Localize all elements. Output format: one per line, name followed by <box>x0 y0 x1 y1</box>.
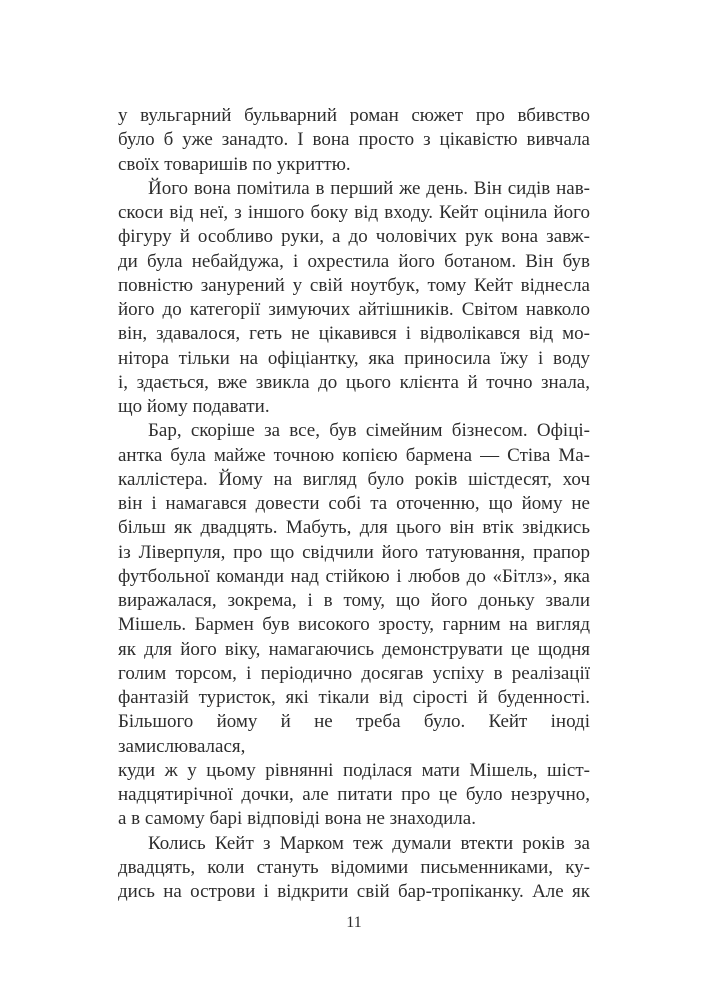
text-line: Його вона помітила в перший же день. Він сидів нав- <box>148 177 590 199</box>
text-line: надцятирічної дочки, але питати про це було незручно, <box>118 784 590 805</box>
text-line: Колись Кейт з Марком теж думали втекти років за <box>148 832 590 854</box>
text-line: Бар, скоріше за все, був сімейним бізнесом. Офіці- <box>148 420 590 442</box>
text-line: ди була небайдужа, і охрестила його ботаном. Він був <box>118 250 590 272</box>
text-line: своїх товаришів по укриттю. <box>118 153 351 175</box>
text-block <box>118 104 590 904</box>
text-line: антка була майже точною копією бармена — Стіва Ма- <box>118 444 590 466</box>
text-line: він і намагався довести собі та оточенню, що йому не <box>118 493 590 514</box>
text-line: було б уже занадто. І вона просто з цікавістю вивчала <box>118 129 590 151</box>
text-line: двадцять, коли стануть відомими письменниками, ку- <box>118 856 590 878</box>
text-line: Більшого йому й не треба було. Кейт іноді замислювалася, <box>118 711 590 757</box>
page-number: 11 <box>346 914 362 931</box>
text-line: фігуру й особливо руки, а до чоловічих рук вона завж- <box>118 226 590 248</box>
paragraph <box>118 177 590 420</box>
text-line: а в самому барі відповіді вона не знаходила. <box>118 808 476 830</box>
text-line: його до категорії зимуючих айтішників. Світом навколо <box>118 299 590 320</box>
text-line: голим торсом, і періодично досягав успіху в реалізації <box>118 662 590 684</box>
text-line: із Ліверпуля, про що свідчили його татуювання, прапор <box>118 541 590 563</box>
text-line: фантазій туристок, які тікали від сірості й буденності. <box>118 687 590 708</box>
text-line: як для його віку, намагаючись демонструвати це щодня <box>118 638 590 660</box>
text-line: нітора тільки на офіціантку, яка приносила їжу і воду <box>118 347 590 369</box>
text-line: дись на острови і відкрити свій бар-тропіканку. Але як <box>118 881 590 902</box>
text-line: футбольної команди над стійкою і любов до «Бітлз», яка <box>118 565 590 587</box>
text-line: у вульгарний бульварний роман сюжет про вбивство <box>118 105 590 126</box>
paragraph <box>118 104 590 177</box>
paragraph <box>118 832 590 905</box>
text-line: Мішель. Бармен був високого зросту, гарним на вигляд <box>118 614 590 636</box>
text-line: і, здається, вже звикла до цього клієнта й точно знала, <box>118 371 590 393</box>
text-line: більш як двадцять. Мабуть, для цього він втік звідкись <box>118 517 590 539</box>
text-line: скоси від неї, з іншого боку від входу. Кейт оцінила його <box>118 202 590 223</box>
text-line: повністю занурений у свій ноутбук, тому Кейт віднесла <box>118 274 590 296</box>
text-line: каллістера. Йому на вигляд було років шістдесят, хоч <box>118 468 590 490</box>
text-line: що йому подавати. <box>118 396 270 417</box>
text-line: виражалася, зокрема, і в тому, що його доньку звали <box>118 590 590 611</box>
paragraph <box>118 419 590 831</box>
text-line: куди ж у цьому рівнянні поділася мати Мішель, шіст- <box>118 759 590 781</box>
text-line: він, здавалося, геть не цікавився і відволікався від мо- <box>118 323 590 345</box>
